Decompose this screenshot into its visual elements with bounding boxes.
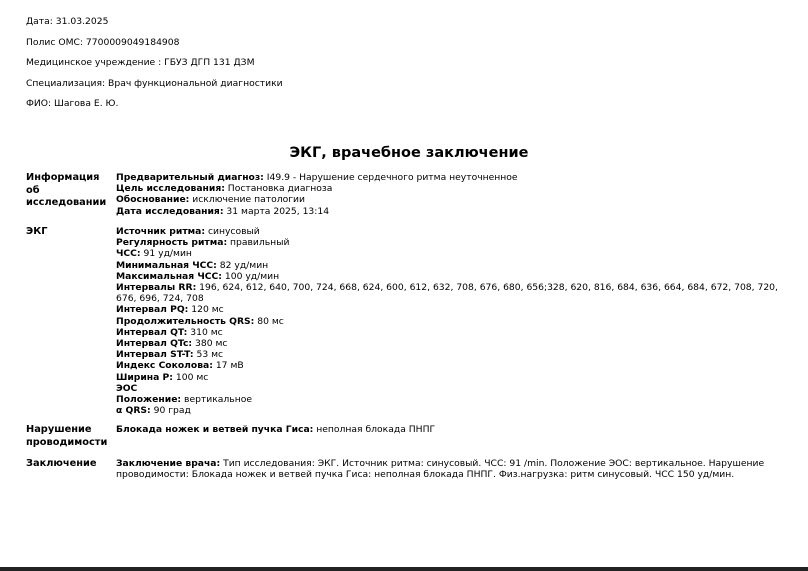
ekg-row [116,394,778,405]
info-row [116,194,778,205]
conclusion-section-label: Заключение [26,458,97,469]
page-title: ЭКГ, врачебное заключение [289,145,529,161]
ekg-row [116,316,778,327]
ekg-row-key: α QRS: [116,405,151,417]
ekg-row-value: 53 мс [193,349,224,361]
ekg-row [116,237,778,248]
ekg-row-value: 380 мс [192,338,228,350]
conclusion-row [116,458,778,480]
institution-line: Медицинское учреждение : ГБУЗ ДГП 131 ДЗМ [26,57,255,69]
info-section-label: Информация об исследовании [26,172,107,208]
policy-line: Полис ОМС: 7700009049184908 [26,36,180,48]
ekg-row-key: Интервалы RR: [116,282,197,294]
ekg-row [116,260,778,271]
ekg-row [116,248,778,259]
ekg-row-key: Индекс Соколова: [116,360,213,372]
ekg-row-key: Положение: [116,394,182,406]
conduction-section-body [116,424,778,435]
info-row [116,172,778,183]
bottom-divider [0,567,808,571]
ekg-row-key: Максимальная ЧСС: [116,270,222,282]
ekg-row-key: Регулярность ритма: [116,237,228,249]
ekg-row-value: 17 мВ [212,360,244,372]
ekg-row-value: 91 уд/мин [140,248,192,260]
info-row-value: Постановка диагноза [224,183,333,195]
date-line: Дата: 31.03.2025 [26,16,109,27]
info-row [116,206,778,217]
ekg-row [116,349,778,360]
ekg-row-value: синусовый [205,226,260,237]
ekg-row-value: 100 уд/мин [221,270,280,282]
ekg-row [116,383,778,394]
ekg-row-key: Источник ритма: [116,226,206,237]
ekg-row-key: ЧСС: [116,248,141,260]
info-row-value: I49.9 - Нарушение сердечного ритма неуточненное [263,172,518,183]
conclusion-section-body [116,458,778,480]
info-section-body [116,172,778,217]
info-row-value: исключение патологии [189,194,305,206]
info-row-key: Цель исследования: [116,183,225,195]
ekg-row-value: правильный [227,237,290,249]
ekg-row [116,405,778,416]
ekg-row-value: 120 мс [188,304,224,316]
ekg-row [116,327,778,338]
info-row-key: Дата исследования: [116,205,224,217]
ekg-row [116,304,778,315]
ekg-row [116,360,778,371]
ekg-row-value: 80 мс [254,315,284,327]
conduction-section-label: Нарушение проводимости [26,424,108,448]
ekg-row [116,338,778,349]
ekg-row-key: Интервал PQ: [116,304,189,316]
conduction-row-key: Блокада ножек и ветвей пучка Гиса: [116,424,314,435]
ekg-row [116,282,778,304]
ekg-section-body [116,226,778,416]
info-row [116,183,778,194]
ekg-row-value: 196, 624, 612, 640, 700, 724, 668, 624, 600, 612, 632, 708, 676, 680, 656;328, 620, 816, 684, 636, 664, 684, 672, 708, 720, 676, 696, 724, 708 [116,282,778,305]
doctor-line: ФИО: Шагова Е. Ю. [26,98,119,110]
info-row-value: 31 марта 2025, 13:14 [223,205,330,217]
ekg-row [116,372,778,383]
ekg-row-key: ЭОС [116,382,138,394]
conclusion-row-key: Заключение врача: [116,458,221,469]
conduction-row-value: неполная блокада ПНПГ [313,424,436,435]
ekg-row-value: 90 град [150,405,191,417]
document-header [26,15,283,118]
info-row-key: Предварительный диагноз: [116,172,264,183]
ekg-row-key: Интервал QTc: [116,338,193,350]
ekg-row-value: 310 мс [187,326,223,338]
info-row-key: Обоснование: [116,194,190,206]
ekg-row-value: 100 мс [172,371,209,383]
ekg-row-key: Минимальная ЧСС: [116,259,217,271]
ekg-row-key: Интервал QT: [116,326,188,338]
ekg-row-key: Интервал ST-T: [116,349,194,361]
conclusion-row-value: Тип исследования: ЭКГ. Источник ритма: синусовый. ЧСС: 91 /min. Положение ЭОС: вертикальное. Нарушение проводимости: Блокада ножек и ветвей пучка Гиса: неполная блокада ПНПГ. Физ.нагрузка: ритм синусовый. ЧСС 150 уд/мин. [116,458,765,481]
ekg-row-value: вертикальное [181,394,252,406]
ekg-row-key: Ширина P: [116,371,173,383]
conduction-row [116,424,778,435]
ekg-row [116,271,778,282]
ekg-row-key: Продолжительность QRS: [116,315,255,327]
ekg-row [116,226,778,237]
ekg-row-value: 82 уд/мин [216,259,269,271]
ekg-section-label: ЭКГ [26,226,48,237]
specialization-line: Специализация: Врач функциональной диагностики [26,77,283,89]
